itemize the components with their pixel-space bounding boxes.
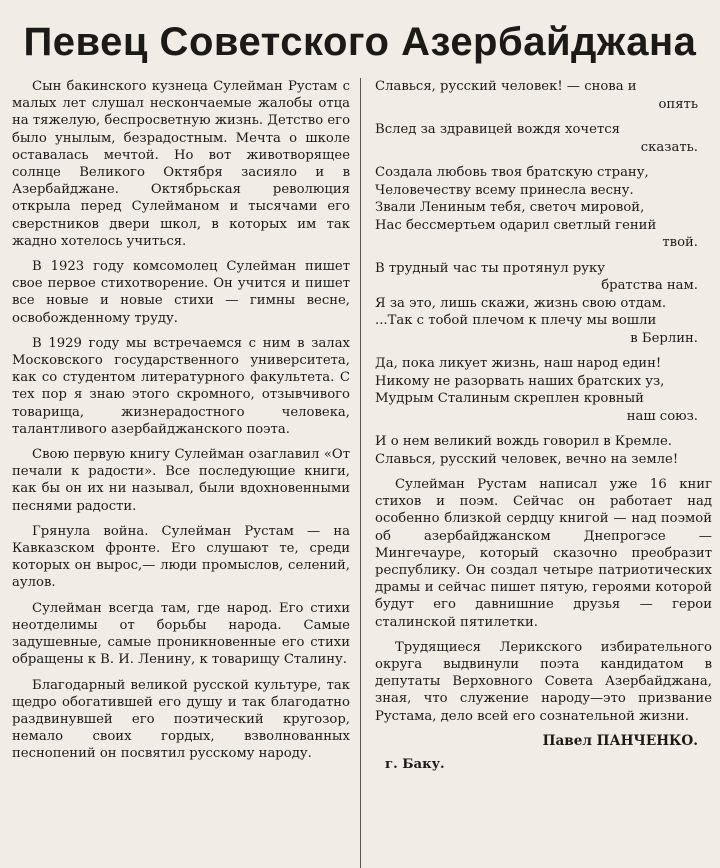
poem-line: И о нем великий вождь говорил в Кремле. (375, 434, 672, 449)
poem-line: в Берлин. (630, 330, 698, 346)
poem-line: Нас бессмертьем одарил светлый гений (375, 217, 657, 233)
paragraph: Благодарный великой русской культуре, так щедро обогатившей его душу и так благодатно раздвинувшей его поэтический кругозор, немало своих гордых, взволнованных песнопений он посвятил русскому народу. (12, 677, 350, 762)
poem-line: опять (658, 96, 698, 112)
poem-line: В трудный час ты протянул руку (375, 260, 606, 276)
poem-line: Славься, русский человек! — снова и (375, 79, 637, 94)
paragraph: В 1923 году комсомолец Сулейман пишет свое первое стихотворение. Он учится и пишет все новые и новые стихи — гимны весне, освобожденному труду. (12, 259, 350, 326)
poem-stanza (375, 355, 712, 425)
left-column (8, 78, 360, 868)
poem-line: твой. (662, 235, 698, 250)
paragraph: Сулейман Рустам написал уже 16 книг стихов и поэм. Сейчас он работает над особенно близкой сердцу книгой — над поэмой об азербайджанском Днепрогэсе — Мингечауре, который сказочно преобразит республику. Он создал четыре патриотических драмы и сейчас пишет пятую, героями которой будут его давнишние друзья — герои сталинской пятилетки. (375, 477, 712, 630)
paragraph: Свою первую книгу Сулейман озаглавил «От печали к радости». Все последующие книги, как бы он их ни называл, были вдохновенными песнями радости. (12, 447, 350, 514)
paragraph: Сулейман всегда там, где народ. Его стихи неотделимы от борьбы народа. Самые задушевные, самые проникновенные его стихи обращены к В. И. Ленину, к товарищу Сталину. (12, 600, 350, 668)
right-column-text (375, 476, 712, 725)
article-columns (8, 78, 712, 868)
poem-line: Создала любовь твоя братскую страну, (375, 165, 649, 180)
poem-line: братства нам. (601, 278, 698, 293)
poem-line: Да, пока ликует жизнь, наш народ един! (375, 356, 662, 371)
poem-line: Мудрым Сталиным скреплен кровный (375, 391, 644, 406)
paragraph: Трудящиеся Лерикского избирательного округа выдвинули поэта кандидатом в депутаты Верховного Совета Азербайджана, зная, что служение народу—это призвание Рустама, дело всей его сознательной жизни. (375, 639, 712, 724)
author-signature: Павел ПАНЧЕНКО. (542, 732, 698, 749)
poem-line: Человечеству всему принесла весну. (375, 182, 634, 198)
paragraph: В 1929 году мы встречаемся с ним в залах Московского государственного университета, как со студентом литературного факультета. С тех пор я знаю этого скромного, отзывчивого товарища, жизнерадостного человека, талантливого азербайджанского поэта. (12, 335, 350, 437)
right-column (361, 78, 712, 868)
poem-stanza (375, 121, 712, 156)
poem-line: Славься, русский человек, вечно на земле! (375, 451, 679, 467)
poem-line: Звали Лениным тебя, светоч мировой, (375, 200, 645, 215)
paragraph: Грянула война. Сулейман Рустам — на Кавказском фронте. Его слушают те, среди которых он вырос,— люди промыслов, селений, аулов. (12, 523, 350, 591)
poem-stanza (375, 260, 712, 348)
dateline-place: г. Баку. (385, 756, 445, 772)
poem-line: наш союз. (626, 408, 698, 424)
poem-line: Никому не разорвать наших братских уз, (375, 373, 665, 389)
poem-line: сказать. (640, 139, 698, 155)
poem (375, 78, 712, 468)
poem-line: Вслед за здравицей вождя хочется (375, 122, 620, 137)
poem-stanza (375, 433, 712, 468)
poem-line: ...Так с тобой плечом к плечу мы вошли (375, 313, 657, 328)
poem-stanza (375, 78, 712, 113)
article-headline: Певец Советского Азербайджана (23, 20, 697, 64)
poem-stanza (375, 164, 712, 252)
poem-line: Я за это, лишь скажи, жизнь свою отдам. (375, 295, 667, 311)
paragraph: Сын бакинского кузнеца Сулейман Рустам с малых лет слушал нескончаемые жалобы отца на тяжелую, беспросветную жизнь. Детство его было унылым, безрадостным. Мечта о школе оставалась мечтой. Но вот животворящее солнце Великого Октября засияло и в Азербайджане. Октябрьская революция открыла перед Сулейманом и тысячами его сверстников двери школ, в которых им так жадно хотелось учиться. (12, 79, 351, 249)
